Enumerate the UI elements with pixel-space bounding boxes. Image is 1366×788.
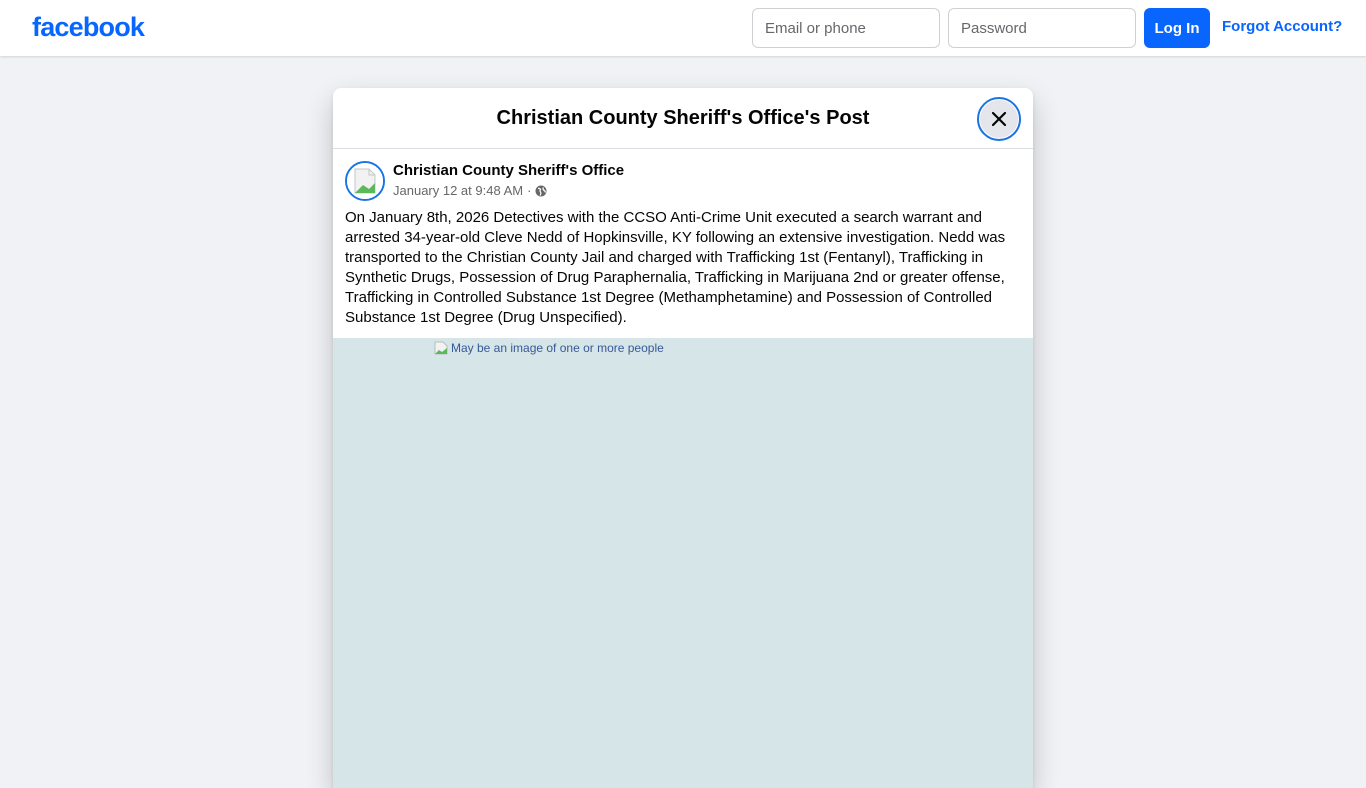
forgot-account-link[interactable]: Forgot Account?	[1222, 18, 1343, 35]
dialog-title: Christian County Sheriff's Office's Post	[496, 106, 870, 129]
facebook-logo[interactable]: facebook	[32, 12, 145, 42]
image-alt-text	[433, 340, 664, 356]
log-in-button[interactable]: Log In	[1144, 8, 1210, 48]
post-meta	[393, 183, 547, 198]
close-button[interactable]	[977, 97, 1021, 141]
password-input[interactable]	[948, 8, 1136, 48]
meta-separator: ·	[527, 183, 532, 198]
dialog-header	[333, 88, 1033, 149]
email-or-phone-input[interactable]	[752, 8, 940, 48]
post-dialog	[333, 88, 1033, 788]
avatar[interactable]	[345, 161, 385, 201]
broken-image-icon	[347, 163, 383, 199]
broken-image-icon	[433, 340, 449, 356]
post-image[interactable]	[333, 338, 1033, 788]
image-alt-label: May be an image of one or more people	[451, 341, 664, 355]
post-author-name[interactable]: Christian County Sheriff's Office	[393, 162, 625, 179]
globe-icon	[535, 185, 547, 197]
post-timestamp[interactable]: January 12 at 9:48 AM	[393, 183, 524, 198]
top-navigation-bar	[0, 0, 1366, 56]
close-icon	[989, 109, 1009, 129]
post-header	[333, 149, 1033, 201]
post-body-text: On January 8th, 2026 Detectives with the CCSO Anti-Crime Unit executed a search warrant and arrested 34-year-old Cleve Nedd of Hopkinsville, KY following an extensive investigation. Nedd was transported to the Christian County Jail and charged with Trafficking 1st (Fentanyl), Trafficking in Synthetic Drugs, Possession of Drug Paraphernalia, Trafficking in Marijuana 2nd or greater offense, Trafficking in Controlled Substance 1st Degree (Methamphetamine) and Possession of Controlled Substance 1st Degree (Drug Unspecified).	[345, 209, 1006, 326]
